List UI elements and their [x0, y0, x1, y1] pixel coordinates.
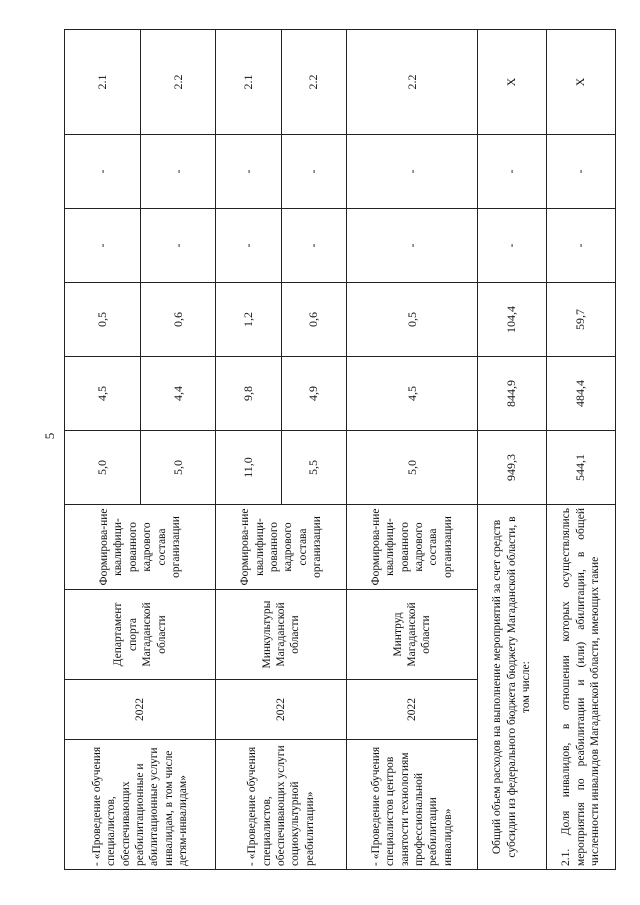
- regional-cell: 0,6: [281, 283, 346, 357]
- indicator-code: 2.1: [65, 30, 141, 135]
- regional-cell: 1,2: [216, 283, 281, 357]
- total-cell: 5,5: [281, 431, 346, 505]
- rotated-table-wrapper: [64, 30, 616, 870]
- value-cell: -: [546, 135, 615, 209]
- federal-cell: 484,4: [546, 357, 615, 431]
- indicator-code: Х: [477, 30, 546, 135]
- value-cell: -: [546, 209, 615, 283]
- year-cell: 2022: [216, 680, 347, 740]
- indicator-code: 2.1: [216, 30, 281, 135]
- federal-cell: 4,5: [347, 357, 478, 431]
- table-row: [216, 30, 281, 870]
- federal-cell: 9,8: [216, 357, 281, 431]
- value-cell: -: [65, 209, 141, 283]
- total-cell: 5,0: [65, 431, 141, 505]
- value-cell: -: [281, 209, 346, 283]
- indicator-code: 2.2: [281, 30, 346, 135]
- indicator-label: 2.1. Доля инвалидов, в отношении которых осуществлялись мероприятия по реабилитации и (или) абилитации, в общей численности инвалидов Магаданской области, имеющих такие: [546, 505, 615, 870]
- measure-name: - «Проведение обучения специалистов, обеспечивающих услуги социокультурной реабилитации»: [216, 740, 347, 870]
- value-cell: -: [347, 209, 478, 283]
- federal-cell: 844,9: [477, 357, 546, 431]
- year-cell: 2022: [347, 680, 478, 740]
- value-cell: -: [216, 135, 281, 209]
- indicator-code: Х: [546, 30, 615, 135]
- executor-cell: Департамент спорта Магаданской области: [65, 590, 216, 680]
- value-cell: -: [281, 135, 346, 209]
- page-number: 5: [42, 432, 57, 440]
- total-cell: 11,0: [216, 431, 281, 505]
- total-row: [477, 30, 546, 870]
- value-cell: -: [347, 135, 478, 209]
- measure-name: - «Проведение обучения специалистов, обеспечивающих реабилитационные и абилитационные услуги инвалидам, в том числе детям-инвалидам»: [65, 740, 216, 870]
- regional-cell: 0,5: [347, 283, 478, 357]
- value-cell: -: [140, 135, 216, 209]
- value-cell: -: [477, 209, 546, 283]
- total-cell: 949,3: [477, 431, 546, 505]
- expenses-table: [64, 29, 616, 870]
- total-cell: 5,0: [140, 431, 216, 505]
- regional-cell: 104,4: [477, 283, 546, 357]
- regional-cell: 59,7: [546, 283, 615, 357]
- result-cell: Формирова-ние квалифици-рованного кадрового состава организации: [216, 505, 347, 590]
- value-cell: -: [216, 209, 281, 283]
- regional-cell: 0,6: [140, 283, 216, 357]
- value-cell: -: [140, 209, 216, 283]
- result-cell: Формирова-ние квалифици-рованного кадрового состава организации: [65, 505, 216, 590]
- table-row: [347, 30, 478, 870]
- federal-cell: 4,5: [65, 357, 141, 431]
- total-label: Общий объем расходов на выполнение мероприятий за счет средств субсидии из федерального бюджета бюджету Магаданской области, в том числе:: [477, 505, 546, 870]
- total-cell: 5,0: [347, 431, 478, 505]
- indicator-code: 2.2: [347, 30, 478, 135]
- year-cell: 2022: [65, 680, 216, 740]
- indicator-row: [546, 30, 615, 870]
- federal-cell: 4,4: [140, 357, 216, 431]
- federal-cell: 4,9: [281, 357, 346, 431]
- executor-cell: Минкультуры Магаданской области: [216, 590, 347, 680]
- result-cell: Формирова-ние квалифици-рованного кадрового состава организации: [347, 505, 478, 590]
- executor-cell: Минтруд Магаданской области: [347, 590, 478, 680]
- indicator-code: 2.2: [140, 30, 216, 135]
- measure-name: - «Проведение обучения специалистов центров занятости технологиям профессиональной реабилитации инвалидов»: [347, 740, 478, 870]
- value-cell: -: [65, 135, 141, 209]
- value-cell: -: [477, 135, 546, 209]
- regional-cell: 0,5: [65, 283, 141, 357]
- total-cell: 544,1: [546, 431, 615, 505]
- table-row: [65, 30, 141, 870]
